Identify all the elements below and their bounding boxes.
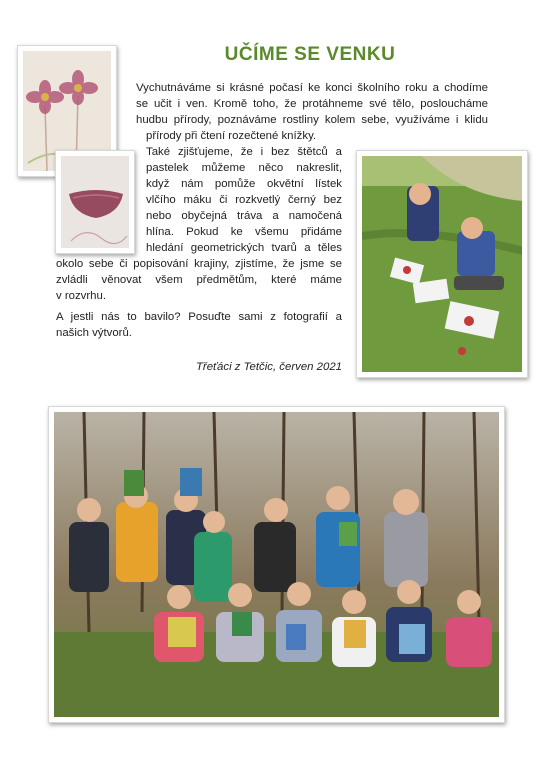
article-line: pastelek můžeme něco nakreslit, bbox=[146, 162, 342, 174]
boys-on-grass-image bbox=[362, 156, 522, 372]
boys-on-grass-photo bbox=[356, 150, 528, 378]
article-line: A jestli nás to bavilo? Posuďte sami z fotografií a bbox=[56, 311, 342, 323]
basket-drawing-image bbox=[61, 156, 129, 248]
article-line: vlčího máku či rozkvetlý černý bez bbox=[146, 194, 342, 206]
class-group-image bbox=[54, 412, 499, 717]
article-line: Vychutnáváme si krásné počasí ke konci školního roku a chodíme bbox=[136, 82, 488, 94]
article-line: Také zjišťujeme, že i bez štětců a bbox=[146, 146, 342, 158]
article-line: se učit i ven. Kromě toho, že protáhneme své tělo, posloucháme bbox=[136, 98, 488, 110]
article-line: nebo obyčejná tráva a namočená bbox=[146, 210, 342, 222]
article-line: našich výtvorů. bbox=[56, 327, 132, 339]
article-line: když nám pomůže okvětní lístek bbox=[146, 178, 342, 190]
article-line: v rozvrhu. bbox=[56, 290, 107, 302]
page-title: UČÍME SE VENKU bbox=[224, 44, 396, 65]
article-line: hlína. Pokud ke všemu přidáme bbox=[146, 226, 342, 238]
signature: Třeťáci z Tetčic, červen 2021 bbox=[195, 361, 342, 373]
article-line: zvládli věnovat všem předmětům, které máme bbox=[56, 274, 342, 286]
article-line: okolo sebe či popisování krajiny, zjistíme, že jsme se bbox=[56, 258, 342, 270]
article-line: hledání geometrických tvarů a těles bbox=[146, 242, 342, 254]
article-line: hudbu přírody, poznáváme rostliny kolem sebe, využíváme i klidu bbox=[136, 114, 488, 126]
basket-drawing-photo bbox=[55, 150, 135, 254]
article-line: přírody při čtení rozečtené knížky. bbox=[146, 130, 317, 142]
class-group-photo bbox=[48, 406, 505, 723]
